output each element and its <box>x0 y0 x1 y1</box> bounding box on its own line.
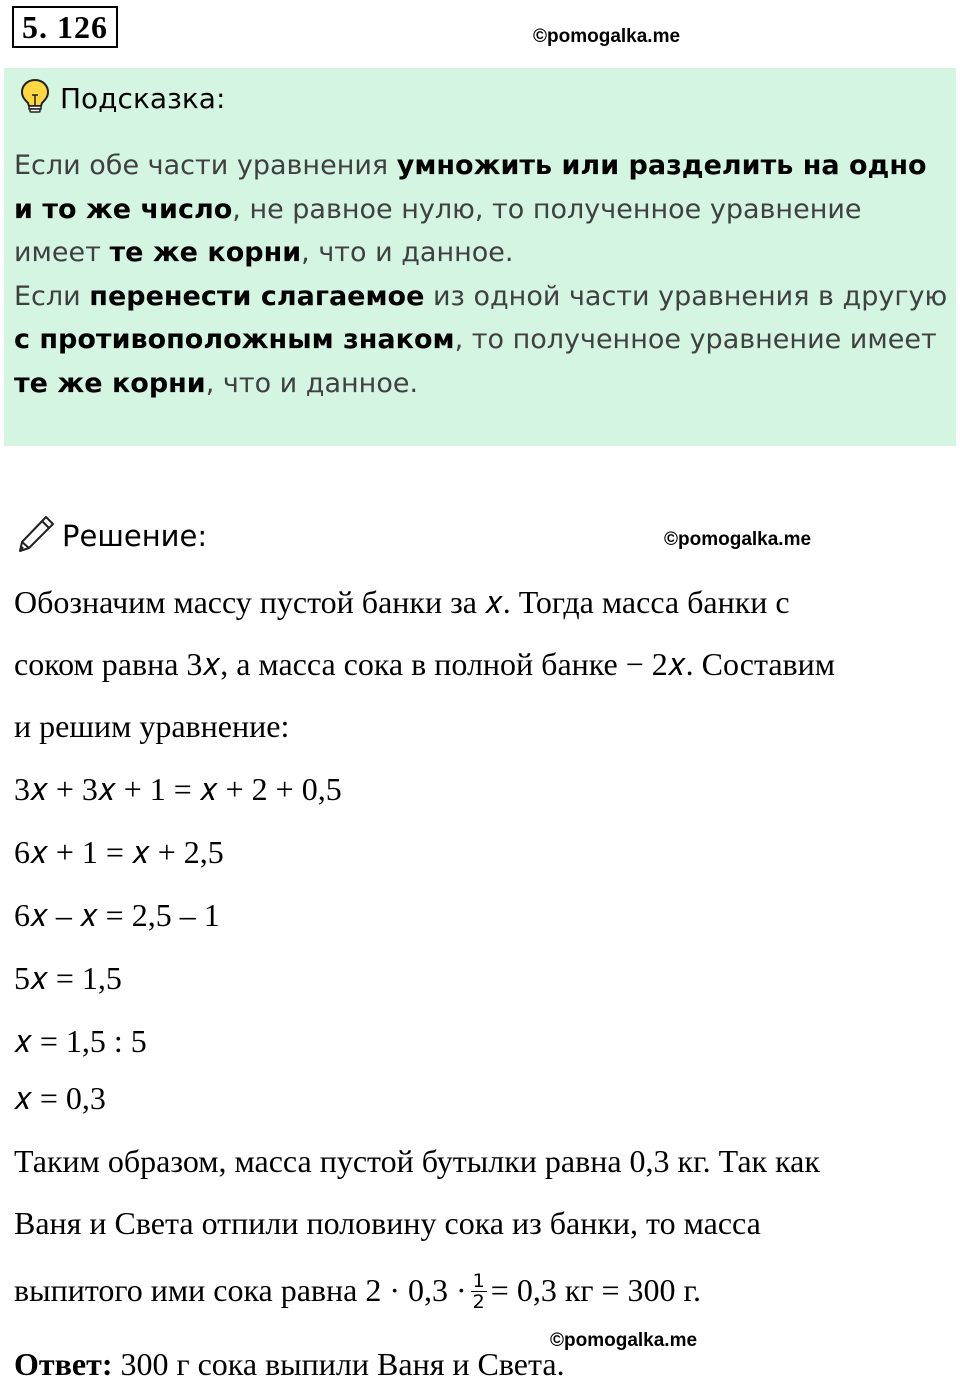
hint-text-part: Если <box>14 280 90 312</box>
hint-title: Подсказка: <box>60 81 226 115</box>
solution-title: Решение: <box>62 519 208 553</box>
watermark: ©pomogalka.me <box>533 26 681 47</box>
hint-box <box>4 68 956 446</box>
hint-text-emphasis: с противоположным знаком <box>14 324 455 356</box>
watermark: ©pomogalka.me <box>550 1330 698 1351</box>
fraction-denominator: 2 <box>472 1291 485 1314</box>
hint-text-emphasis: перенести слагаемое <box>89 280 425 312</box>
solution-text: = 0,3 кг = 300 г. <box>490 1272 702 1308</box>
solution-line: Обозначим массу пустой банки за 𝑥. Тогда масса банки с <box>14 584 790 620</box>
hint-text-emphasis: те же корни <box>14 367 206 399</box>
solution-line: Таким образом, масса пустой бутылки равна 0,3 кг. Так как <box>14 1143 820 1179</box>
solution-line-with-fraction <box>14 1272 701 1314</box>
equation-line: 5𝑥 = 1,5 <box>14 960 122 996</box>
equation-line: 3𝑥 + 3𝑥 + 1 = 𝑥 + 2 + 0,5 <box>14 771 342 807</box>
answer-text: 300 г сока выпили Ваня и Света. <box>112 1346 565 1382</box>
hint-text-part: , что и данное. <box>205 367 419 399</box>
fraction-numerator: 1 <box>472 1270 485 1293</box>
solution-header <box>16 514 207 558</box>
equation-line: 𝑥 = 0,3 <box>14 1080 106 1116</box>
watermark: ©pomogalka.me <box>664 529 812 550</box>
equation-line: 𝑥 = 1,5 : 5 <box>14 1023 147 1059</box>
lightbulb-icon <box>20 78 50 119</box>
equation-line: 6𝑥 + 1 = 𝑥 + 2,5 <box>14 834 224 870</box>
solution-line: Ваня и Света отпили половину сока из банки, то масса <box>14 1205 761 1241</box>
hint-text-part: Если обе части уравнения <box>14 150 397 181</box>
solution-text: выпитого ими сока равна 2 · 0,3 · <box>14 1272 467 1308</box>
fraction <box>471 1271 487 1312</box>
hint-text <box>14 144 954 406</box>
equation-line: 6𝑥 – 𝑥 = 2,5 – 1 <box>14 897 220 933</box>
hint-text-part: , что и данное. <box>301 237 514 269</box>
hint-header <box>20 78 225 118</box>
solution-line: и решим уравнение: <box>14 708 290 744</box>
problem-number: 5. 126 <box>12 6 118 48</box>
answer-line <box>14 1346 565 1383</box>
hint-text-emphasis: те же корни <box>109 237 302 269</box>
answer-label: Ответ: <box>14 1346 113 1382</box>
hint-text-part: , не равное нулю, то полученное уравнение имеет <box>14 193 862 269</box>
hint-text-part: из одной части уравнения в другую <box>424 280 948 312</box>
pencil-icon <box>16 514 56 559</box>
hint-text-part: , то полученное уравнение имеет <box>454 324 937 356</box>
hint-text-emphasis: умножить или разделить на одно и то же число <box>14 150 927 225</box>
solution-line: соком равна 3𝑥, а масса сока в полной банке − 2𝑥. Составим <box>14 646 836 682</box>
